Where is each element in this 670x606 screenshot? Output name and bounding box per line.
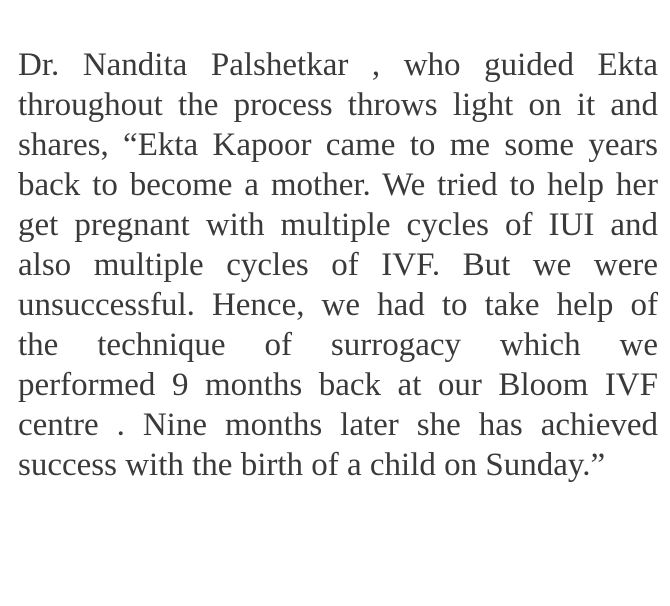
- paragraph-line: unsuccessful. Hence, we had to take help of: [18, 287, 658, 323]
- article-paragraph: [18, 45, 658, 485]
- paragraph-line: get pregnant with multiple cycles of IUI and: [18, 207, 658, 243]
- paragraph-line: back to become a mother. We tried to help her: [18, 167, 658, 203]
- paragraph-line: also multiple cycles of IVF. But we were: [18, 247, 658, 283]
- paragraph-line: throughout the process throws light on it and: [18, 87, 658, 123]
- paragraph-line: shares, “Ekta Kapoor came to me some years: [18, 127, 658, 163]
- paragraph-line: success with the birth of a child on Sunday.”: [18, 447, 606, 483]
- paragraph-line: the technique of surrogacy which we: [18, 327, 658, 363]
- paragraph-line: centre . Nine months later she has achieved: [18, 407, 658, 443]
- paragraph-line: performed 9 months back at our Bloom IVF: [18, 367, 658, 403]
- paragraph-line: Dr. Nandita Palshetkar , who guided Ekta: [18, 47, 658, 83]
